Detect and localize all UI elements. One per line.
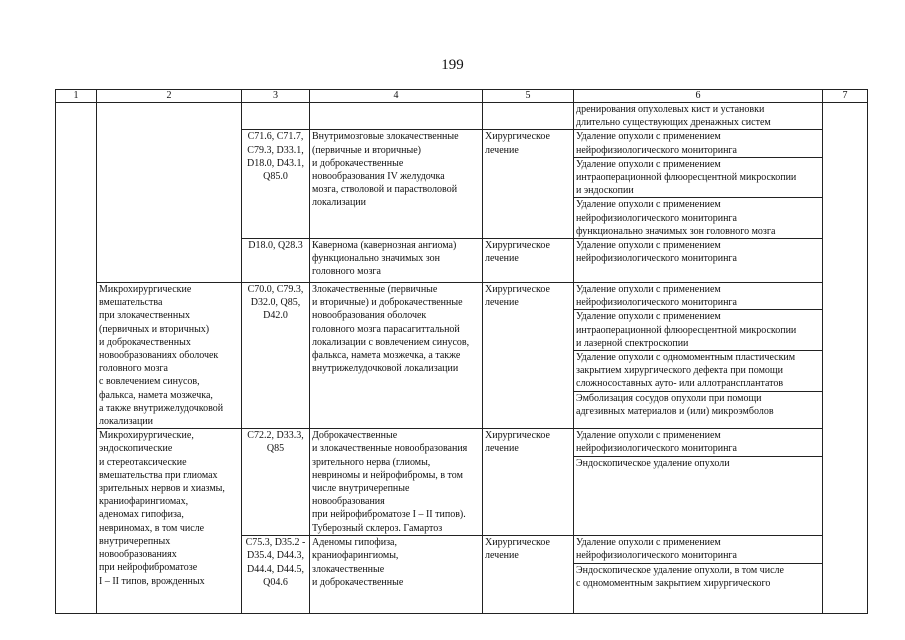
- method-text: Удаление опухоли с применением нейрофизиологического мониторинга: [576, 131, 737, 156]
- method-text: Удаление опухоли с применением нейрофизиологического мониторинга: [576, 284, 737, 309]
- disease-cell: [310, 103, 483, 130]
- table-row: [56, 283, 868, 429]
- disease-cell: Внутримозговые злокачественные (первичные и вторичные) и доброкачественные новообразования IV желудочка мозга, стволовой и парастволовой локализации: [310, 130, 483, 239]
- codes-cell: C75.3, D35.2 - D35.4, D44.3, D44.4, D44.5, Q04.6: [242, 536, 310, 614]
- page-number: 199: [441, 57, 464, 73]
- treatment-cell: Хирургическое лечение: [483, 130, 574, 239]
- codes-cell: D18.0, Q28.3: [242, 239, 310, 283]
- norm-cell: [823, 103, 868, 614]
- procedure-name-cell: Микрохирургические вмешательства при злокачественных (первичных и вторичных) и доброкачественных новообразованиях оболочек головного мозга с вовлечением синусов, фалькса, намета мозжечка, а также внутрижелудочковой локализации: [97, 283, 242, 429]
- methods-cell: [574, 536, 823, 614]
- codes-cell: C71.6, C71.7, C79.3, D33.1, D18.0, D43.1, Q85.0: [242, 130, 310, 239]
- method-text: Удаление опухоли с применением нейрофизиологического мониторинга: [576, 240, 737, 265]
- methods-cell: [574, 283, 823, 429]
- group-number-cell: [56, 103, 97, 614]
- method-text: Эмболизация сосудов опухоли при помощи адгезивных материалов и (или) микроэмболов: [574, 391, 822, 418]
- methods-cell: [574, 429, 823, 536]
- treatment-cell: [483, 103, 574, 130]
- disease-cell: Доброкачественные и злокачественные новообразования зрительного нерва (глиомы, невриномы и нейрофибромы, в том числе внутричерепные новообразования при нейрофиброматозе I – II типов). Туберозный склероз. Гамартоз: [310, 429, 483, 536]
- method-text: Удаление опухоли с применением нейрофизиологического мониторинга: [576, 537, 737, 562]
- method-text: Эндоскопическое удаление опухоли: [574, 456, 822, 470]
- column-header-6: 6: [574, 90, 823, 103]
- disease-cell: Кавернома (кавернозная ангиома) функционально значимых зон головного мозга: [310, 239, 483, 283]
- column-header-4: 4: [310, 90, 483, 103]
- codes-cell: C72.2, D33.3, Q85: [242, 429, 310, 536]
- disease-cell: Аденомы гипофиза, краниофарингиомы, злокачественные и доброкачественные: [310, 536, 483, 614]
- table-row: [56, 103, 868, 130]
- codes-cell: [242, 103, 310, 130]
- column-header-3: 3: [242, 90, 310, 103]
- treatment-cell: Хирургическое лечение: [483, 239, 574, 283]
- treatment-cell: Хирургическое лечение: [483, 283, 574, 429]
- method-text: Удаление опухоли с применением интраоперационной флюоресцентной микроскопии и эндоскопии: [574, 157, 822, 198]
- disease-cell: Злокачественные (первичные и вторичные) и доброкачественные новообразования оболочек головного мозга парасагиттальной локализации с вовлечением синусов, фалькса, намета мозжечка, а также внутрижелудочковой локализации: [310, 283, 483, 429]
- column-header-7: 7: [823, 90, 868, 103]
- methods-cell: [574, 130, 823, 239]
- column-header-2: 2: [97, 90, 242, 103]
- method-text: Удаление опухоли с применением интраоперационной флюоресцентной микроскопии и лазерной спектроскопии: [574, 309, 822, 350]
- codes-cell: C70.0, C79.3, D32.0, Q85, D42.0: [242, 283, 310, 429]
- methods-cell: [574, 239, 823, 283]
- treatment-cell: Хирургическое лечение: [483, 429, 574, 536]
- method-text: Эндоскопическое удаление опухоли, в том числе с одномоментным закрытием хирургического: [574, 563, 822, 590]
- method-text: Удаление опухоли с применением нейрофизиологического мониторинга: [576, 430, 737, 455]
- medical-procedures-table: [55, 89, 868, 614]
- column-header-1: 1: [56, 90, 97, 103]
- column-header-5: 5: [483, 90, 574, 103]
- procedure-name-cell: Микрохирургические, эндоскопические и стереотаксические вмешательства при глиомах зрительных нервов и хиазмы, краниофарингиомах, аденомах гипофиза, невриномах, в том числе внутричерепных новообразованиях при нейрофиброматозе I – II типов, врожденных: [97, 429, 242, 614]
- table-row: [56, 429, 868, 536]
- method-text: Удаление опухоли с одномоментным пластическим закрытием хирургического дефекта при помощи сложносоставных ауто- или аллотрансплантатов: [574, 350, 822, 391]
- table-header-row: [56, 90, 868, 103]
- treatment-cell: Хирургическое лечение: [483, 536, 574, 614]
- method-text: Удаление опухоли с применением нейрофизиологического мониторинга функционально значимых зон головного мозга: [574, 197, 822, 238]
- procedure-name-cell: [97, 103, 242, 283]
- method-text: дренирования опухолевых кист и установки длительно существующих дренажных систем: [574, 103, 823, 130]
